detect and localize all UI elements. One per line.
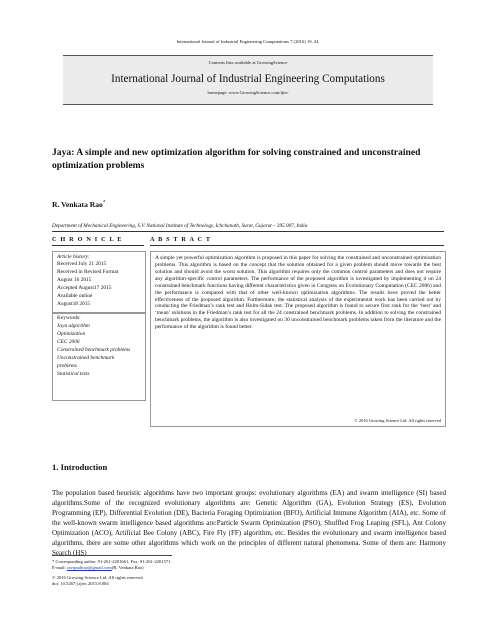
history-line: Available online (57, 293, 93, 299)
email-link[interactable]: ravipudirao@gmail.com (66, 565, 112, 570)
keyword-item: Unconstrained benchmark (57, 355, 115, 361)
keywords-box (52, 313, 146, 401)
article-history-box (52, 251, 146, 313)
email-suffix: (R. Venkata Rao) (111, 565, 144, 570)
keyword-item: Jaya algorithm (57, 323, 90, 329)
journal-header-box (63, 55, 433, 105)
article-history-heading: Article history: (57, 254, 90, 260)
footnote-rule (52, 555, 172, 556)
affiliation-rule (52, 231, 444, 232)
doi[interactable]: doi: 10.5267/j.ijiec.2015.8.004 (52, 581, 109, 586)
history-line: August 16 2015 (57, 277, 92, 283)
introduction-heading: 1. Introduction (52, 462, 108, 472)
section-abstract: A B S T R A C T (150, 236, 212, 243)
keyword-item: Optimization (57, 331, 86, 337)
history-line: Received in Revised Format (57, 269, 119, 275)
keywords-heading: Keywords: (57, 315, 81, 321)
abstract-rule (150, 245, 444, 246)
section-chronicle: C H R O N I C L E (52, 236, 123, 243)
paper-title: Jaya: A simple and new optimization algorithm for solving constrained and unconstrained optimization problems (52, 147, 421, 172)
journal-title: International Journal of Industrial Engineering Computations (111, 73, 385, 85)
abstract-box (150, 251, 446, 427)
keyword-item: CEC 2006 (57, 339, 80, 345)
history-line: Received July 21 2015 (57, 261, 107, 267)
history-line: August18 2015 (57, 301, 91, 307)
keyword-item: problems (57, 363, 77, 369)
running-header: International Journal of Industrial Engineering Computations 7 (2016) 19–34 (176, 39, 319, 44)
journal-homepage[interactable]: homepage: www.GrowingScience.com/ijiec (207, 90, 289, 95)
history-line: Accepted August17 2015 (57, 285, 112, 291)
introduction-paragraph: The population based heuristic algorithms have two important groups: evolutionary algorithms (EA) and swarm intelligence (SI) based algorithms.Some of the recognized evolutionary algorithms are: Genetic Algorithm (GA), Evolution Strategy (ES), Evolution Programming (EP), Differential Evolution (DE), Bacteria Foraging Optimization (BFO), Artificial Immune Algorithm (AIA), etc. Some of the well-known swarm intelligence based algorithms are:Particle Swarm Optimization (PSO), Shuffled Frog Leaping (SFL), Ant Colony Optimization (ACO), Artificial Bee Colony (ABC), Fire Fly (FF) algorithm, etc. Besides the evolutionary and swarm intelligence based algorithms, there are some other algorithms which work on the principles of different natural phenomena. Some of them are: Harmony Search (HS) (52, 489, 446, 557)
affiliation: Department of Mechanical Engineering, S.V. National Institute of Technology, Ichchanath, Surat, Gujarat – 395 007, India (52, 223, 308, 229)
author-marker: * (102, 200, 106, 206)
footer-copyright: © 2016 Growing Science Ltd. All rights reserved. (52, 575, 144, 580)
author-name: R. Venkata Rao (52, 200, 103, 209)
keyword-item: Constrained benchmark problems (57, 347, 131, 353)
abstract-copyright: © 2016 Growing Science Ltd. All rights reserved (354, 418, 441, 423)
keyword-item: Statistical tests (57, 371, 90, 377)
contents-line: Contents lists available at GrowingScience (208, 60, 288, 65)
abstract-text: A simple yet powerful optimization algorithm is proposed in this paper for solving the constrained and unconstrained optimization problems. This algorithm is based on the concept that the solution obtained for a given problem should move towards the best solution and should avoid the worst solution. This algorithm requires only the common control parameters and does not require any algorithm-specific control parameters. The performance of the proposed algorithm is investigated by implementing it on 24 constrained benchmark functions having different characteristics given in Congress on Evolutionary Computation (CEC 2006) and the performance is compared with that of other well-known optimization algorithms. The results have proved the better effectiveness of the proposed algorithm. Furthermore, the statistical analysis of the experimental work has been carried out by conducting the Friedman’s rank test and Holm-Sidak test. The proposed algorithm is found to secure first rank for the ‘best’ and ‘mean’ solutions in the Friedman’s rank test for all the 24 constrained benchmark problems. In addition to solving the constrained benchmark problems, the algorithm is also investigated on 30 unconstrained benchmark problems taken from the literature and the performance of the algorithm is found better. (155, 255, 441, 331)
email-line (52, 565, 144, 571)
corresponding-author-note: * Corresponding author. 91-261-2201661, Fax: 91-261-2201571 (52, 559, 171, 564)
chronicle-rule (52, 245, 144, 246)
author-line (52, 200, 105, 209)
email-prefix: E-mail: (52, 565, 66, 570)
